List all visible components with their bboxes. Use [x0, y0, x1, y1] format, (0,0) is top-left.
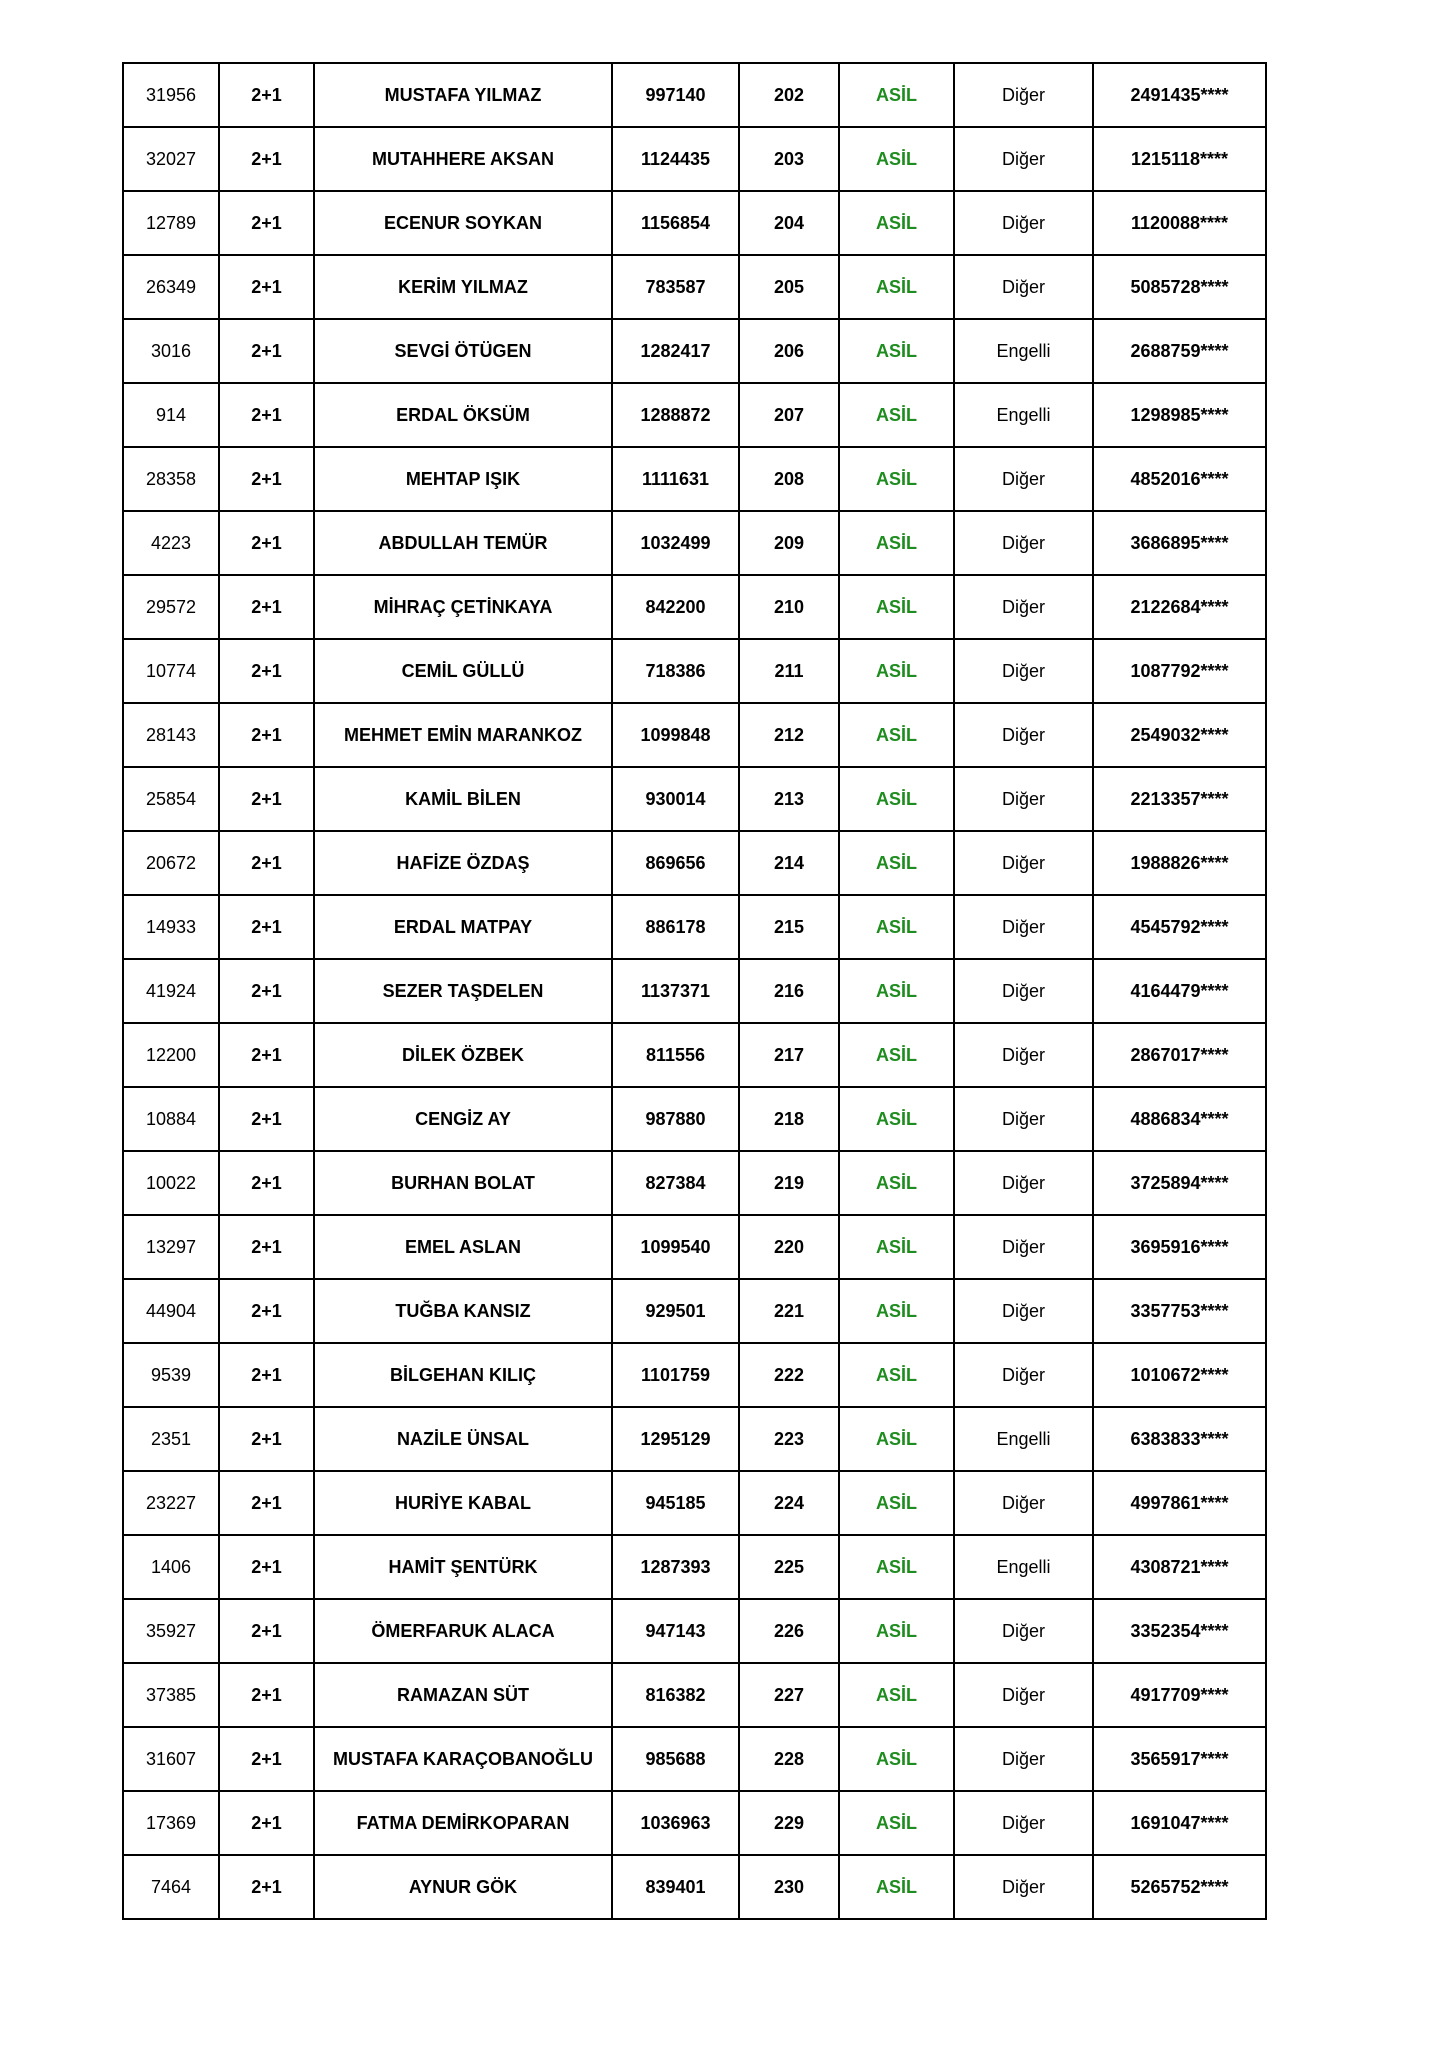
status-cell: ASİL [839, 1407, 954, 1471]
status-cell: ASİL [839, 1727, 954, 1791]
id-number-cell: 6383833**** [1093, 1407, 1266, 1471]
rank-cell: 204 [739, 191, 839, 255]
application-number-cell: 869656 [612, 831, 739, 895]
category-cell: Diğer [954, 959, 1093, 1023]
name-cell: ABDULLAH TEMÜR [314, 511, 612, 575]
name-cell: ÖMERFARUK ALACA [314, 1599, 612, 1663]
id-number-cell: 4308721**** [1093, 1535, 1266, 1599]
category-cell: Diğer [954, 1791, 1093, 1855]
house-type-cell: 2+1 [219, 511, 314, 575]
category-cell: Diğer [954, 767, 1093, 831]
name-cell: HURİYE KABAL [314, 1471, 612, 1535]
table-row [123, 959, 1266, 1023]
house-type-cell: 2+1 [219, 1599, 314, 1663]
results-table [122, 62, 1267, 1920]
category-cell: Diğer [954, 1855, 1093, 1919]
name-cell: RAMAZAN SÜT [314, 1663, 612, 1727]
row-number-cell: 26349 [123, 255, 219, 319]
table-row [123, 1855, 1266, 1919]
table-row [123, 1663, 1266, 1727]
category-cell: Diğer [954, 127, 1093, 191]
table-row [123, 1471, 1266, 1535]
status-cell: ASİL [839, 575, 954, 639]
rank-cell: 203 [739, 127, 839, 191]
status-cell: ASİL [839, 1471, 954, 1535]
table-row [123, 319, 1266, 383]
application-number-cell: 811556 [612, 1023, 739, 1087]
status-cell: ASİL [839, 1279, 954, 1343]
table-row [123, 1023, 1266, 1087]
rank-cell: 226 [739, 1599, 839, 1663]
name-cell: MEHTAP IŞIK [314, 447, 612, 511]
house-type-cell: 2+1 [219, 1279, 314, 1343]
application-number-cell: 839401 [612, 1855, 739, 1919]
table-row [123, 1215, 1266, 1279]
row-number-cell: 914 [123, 383, 219, 447]
id-number-cell: 2491435**** [1093, 63, 1266, 127]
house-type-cell: 2+1 [219, 63, 314, 127]
house-type-cell: 2+1 [219, 255, 314, 319]
name-cell: TUĞBA KANSIZ [314, 1279, 612, 1343]
application-number-cell: 1287393 [612, 1535, 739, 1599]
category-cell: Diğer [954, 1663, 1093, 1727]
category-cell: Diğer [954, 1087, 1093, 1151]
house-type-cell: 2+1 [219, 447, 314, 511]
house-type-cell: 2+1 [219, 191, 314, 255]
id-number-cell: 4997861**** [1093, 1471, 1266, 1535]
table-row [123, 511, 1266, 575]
category-cell: Diğer [954, 1471, 1093, 1535]
id-number-cell: 1120088**** [1093, 191, 1266, 255]
rank-cell: 222 [739, 1343, 839, 1407]
id-number-cell: 1010672**** [1093, 1343, 1266, 1407]
id-number-cell: 3725894**** [1093, 1151, 1266, 1215]
house-type-cell: 2+1 [219, 1023, 314, 1087]
application-number-cell: 886178 [612, 895, 739, 959]
row-number-cell: 14933 [123, 895, 219, 959]
status-cell: ASİL [839, 447, 954, 511]
category-cell: Engelli [954, 319, 1093, 383]
row-number-cell: 17369 [123, 1791, 219, 1855]
category-cell: Engelli [954, 383, 1093, 447]
name-cell: NAZİLE ÜNSAL [314, 1407, 612, 1471]
application-number-cell: 1032499 [612, 511, 739, 575]
table-body [123, 63, 1266, 1919]
application-number-cell: 1099540 [612, 1215, 739, 1279]
table-row [123, 191, 1266, 255]
application-number-cell: 1124435 [612, 127, 739, 191]
status-cell: ASİL [839, 1087, 954, 1151]
id-number-cell: 1087792**** [1093, 639, 1266, 703]
category-cell: Diğer [954, 831, 1093, 895]
status-cell: ASİL [839, 1215, 954, 1279]
name-cell: KAMİL BİLEN [314, 767, 612, 831]
application-number-cell: 1156854 [612, 191, 739, 255]
house-type-cell: 2+1 [219, 895, 314, 959]
table-row [123, 575, 1266, 639]
rank-cell: 219 [739, 1151, 839, 1215]
row-number-cell: 10774 [123, 639, 219, 703]
row-number-cell: 35927 [123, 1599, 219, 1663]
application-number-cell: 783587 [612, 255, 739, 319]
id-number-cell: 3695916**** [1093, 1215, 1266, 1279]
row-number-cell: 31956 [123, 63, 219, 127]
status-cell: ASİL [839, 511, 954, 575]
table-row [123, 1407, 1266, 1471]
category-cell: Diğer [954, 191, 1093, 255]
name-cell: CEMİL GÜLLÜ [314, 639, 612, 703]
category-cell: Engelli [954, 1407, 1093, 1471]
row-number-cell: 29572 [123, 575, 219, 639]
category-cell: Diğer [954, 1279, 1093, 1343]
name-cell: ERDAL MATPAY [314, 895, 612, 959]
id-number-cell: 2688759**** [1093, 319, 1266, 383]
status-cell: ASİL [839, 383, 954, 447]
house-type-cell: 2+1 [219, 767, 314, 831]
application-number-cell: 1036963 [612, 1791, 739, 1855]
status-cell: ASİL [839, 639, 954, 703]
name-cell: ERDAL ÖKSÜM [314, 383, 612, 447]
table-row [123, 1535, 1266, 1599]
status-cell: ASİL [839, 895, 954, 959]
row-number-cell: 2351 [123, 1407, 219, 1471]
name-cell: SEVGİ ÖTÜGEN [314, 319, 612, 383]
name-cell: MİHRAÇ ÇETİNKAYA [314, 575, 612, 639]
house-type-cell: 2+1 [219, 959, 314, 1023]
application-number-cell: 997140 [612, 63, 739, 127]
id-number-cell: 5265752**** [1093, 1855, 1266, 1919]
application-number-cell: 827384 [612, 1151, 739, 1215]
rank-cell: 211 [739, 639, 839, 703]
id-number-cell: 3357753**** [1093, 1279, 1266, 1343]
name-cell: SEZER TAŞDELEN [314, 959, 612, 1023]
house-type-cell: 2+1 [219, 703, 314, 767]
row-number-cell: 31607 [123, 1727, 219, 1791]
house-type-cell: 2+1 [219, 1087, 314, 1151]
table-row [123, 1151, 1266, 1215]
table-row [123, 1727, 1266, 1791]
rank-cell: 209 [739, 511, 839, 575]
status-cell: ASİL [839, 703, 954, 767]
status-cell: ASİL [839, 1855, 954, 1919]
status-cell: ASİL [839, 1343, 954, 1407]
rank-cell: 208 [739, 447, 839, 511]
id-number-cell: 5085728**** [1093, 255, 1266, 319]
application-number-cell: 1101759 [612, 1343, 739, 1407]
house-type-cell: 2+1 [219, 1343, 314, 1407]
category-cell: Diğer [954, 1215, 1093, 1279]
application-number-cell: 930014 [612, 767, 739, 831]
status-cell: ASİL [839, 127, 954, 191]
table-row [123, 703, 1266, 767]
rank-cell: 205 [739, 255, 839, 319]
category-cell: Diğer [954, 63, 1093, 127]
table-row [123, 1087, 1266, 1151]
table-row [123, 831, 1266, 895]
category-cell: Engelli [954, 1535, 1093, 1599]
table-row [123, 1343, 1266, 1407]
house-type-cell: 2+1 [219, 1535, 314, 1599]
status-cell: ASİL [839, 191, 954, 255]
application-number-cell: 985688 [612, 1727, 739, 1791]
id-number-cell: 2867017**** [1093, 1023, 1266, 1087]
application-number-cell: 816382 [612, 1663, 739, 1727]
rank-cell: 212 [739, 703, 839, 767]
category-cell: Diğer [954, 1727, 1093, 1791]
status-cell: ASİL [839, 319, 954, 383]
table-row [123, 63, 1266, 127]
rank-cell: 206 [739, 319, 839, 383]
name-cell: HAFİZE ÖZDAŞ [314, 831, 612, 895]
status-cell: ASİL [839, 959, 954, 1023]
category-cell: Diğer [954, 1023, 1093, 1087]
name-cell: BİLGEHAN KILIÇ [314, 1343, 612, 1407]
name-cell: ECENUR SOYKAN [314, 191, 612, 255]
application-number-cell: 947143 [612, 1599, 739, 1663]
rank-cell: 213 [739, 767, 839, 831]
application-number-cell: 1288872 [612, 383, 739, 447]
rank-cell: 225 [739, 1535, 839, 1599]
id-number-cell: 3352354**** [1093, 1599, 1266, 1663]
row-number-cell: 1406 [123, 1535, 219, 1599]
status-cell: ASİL [839, 255, 954, 319]
application-number-cell: 718386 [612, 639, 739, 703]
id-number-cell: 3686895**** [1093, 511, 1266, 575]
name-cell: HAMİT ŞENTÜRK [314, 1535, 612, 1599]
id-number-cell: 4545792**** [1093, 895, 1266, 959]
row-number-cell: 9539 [123, 1343, 219, 1407]
rank-cell: 224 [739, 1471, 839, 1535]
application-number-cell: 842200 [612, 575, 739, 639]
name-cell: CENGİZ AY [314, 1087, 612, 1151]
id-number-cell: 3565917**** [1093, 1727, 1266, 1791]
house-type-cell: 2+1 [219, 1407, 314, 1471]
id-number-cell: 2549032**** [1093, 703, 1266, 767]
name-cell: AYNUR GÖK [314, 1855, 612, 1919]
id-number-cell: 4917709**** [1093, 1663, 1266, 1727]
id-number-cell: 1988826**** [1093, 831, 1266, 895]
row-number-cell: 28358 [123, 447, 219, 511]
name-cell: MUTAHHERE AKSAN [314, 127, 612, 191]
table-row [123, 255, 1266, 319]
application-number-cell: 1111631 [612, 447, 739, 511]
application-number-cell: 929501 [612, 1279, 739, 1343]
category-cell: Diğer [954, 895, 1093, 959]
table-row [123, 1791, 1266, 1855]
rank-cell: 227 [739, 1663, 839, 1727]
row-number-cell: 12200 [123, 1023, 219, 1087]
table-row [123, 383, 1266, 447]
row-number-cell: 7464 [123, 1855, 219, 1919]
status-cell: ASİL [839, 1151, 954, 1215]
application-number-cell: 1282417 [612, 319, 739, 383]
name-cell: MEHMET EMİN MARANKOZ [314, 703, 612, 767]
house-type-cell: 2+1 [219, 1663, 314, 1727]
house-type-cell: 2+1 [219, 1791, 314, 1855]
id-number-cell: 4164479**** [1093, 959, 1266, 1023]
id-number-cell: 1298985**** [1093, 383, 1266, 447]
name-cell: EMEL ASLAN [314, 1215, 612, 1279]
rank-cell: 229 [739, 1791, 839, 1855]
table-row [123, 127, 1266, 191]
status-cell: ASİL [839, 831, 954, 895]
house-type-cell: 2+1 [219, 319, 314, 383]
id-number-cell: 4886834**** [1093, 1087, 1266, 1151]
category-cell: Diğer [954, 1343, 1093, 1407]
name-cell: MUSTAFA YILMAZ [314, 63, 612, 127]
rank-cell: 230 [739, 1855, 839, 1919]
row-number-cell: 3016 [123, 319, 219, 383]
status-cell: ASİL [839, 1023, 954, 1087]
row-number-cell: 4223 [123, 511, 219, 575]
table-row [123, 639, 1266, 703]
house-type-cell: 2+1 [219, 1151, 314, 1215]
row-number-cell: 32027 [123, 127, 219, 191]
row-number-cell: 28143 [123, 703, 219, 767]
row-number-cell: 10884 [123, 1087, 219, 1151]
row-number-cell: 12789 [123, 191, 219, 255]
category-cell: Diğer [954, 447, 1093, 511]
house-type-cell: 2+1 [219, 831, 314, 895]
rank-cell: 210 [739, 575, 839, 639]
row-number-cell: 23227 [123, 1471, 219, 1535]
rank-cell: 216 [739, 959, 839, 1023]
status-cell: ASİL [839, 1791, 954, 1855]
rank-cell: 217 [739, 1023, 839, 1087]
rank-cell: 218 [739, 1087, 839, 1151]
rank-cell: 207 [739, 383, 839, 447]
application-number-cell: 1099848 [612, 703, 739, 767]
row-number-cell: 44904 [123, 1279, 219, 1343]
application-number-cell: 1295129 [612, 1407, 739, 1471]
house-type-cell: 2+1 [219, 639, 314, 703]
rank-cell: 215 [739, 895, 839, 959]
house-type-cell: 2+1 [219, 1215, 314, 1279]
rank-cell: 214 [739, 831, 839, 895]
id-number-cell: 2213357**** [1093, 767, 1266, 831]
rank-cell: 221 [739, 1279, 839, 1343]
name-cell: KERİM YILMAZ [314, 255, 612, 319]
id-number-cell: 1691047**** [1093, 1791, 1266, 1855]
house-type-cell: 2+1 [219, 1855, 314, 1919]
status-cell: ASİL [839, 1599, 954, 1663]
status-cell: ASİL [839, 1535, 954, 1599]
status-cell: ASİL [839, 1663, 954, 1727]
category-cell: Diğer [954, 575, 1093, 639]
id-number-cell: 4852016**** [1093, 447, 1266, 511]
row-number-cell: 41924 [123, 959, 219, 1023]
row-number-cell: 25854 [123, 767, 219, 831]
house-type-cell: 2+1 [219, 575, 314, 639]
rank-cell: 228 [739, 1727, 839, 1791]
name-cell: FATMA DEMİRKOPARAN [314, 1791, 612, 1855]
status-cell: ASİL [839, 767, 954, 831]
table-row [123, 447, 1266, 511]
name-cell: MUSTAFA KARAÇOBANOĞLU [314, 1727, 612, 1791]
row-number-cell: 37385 [123, 1663, 219, 1727]
status-cell: ASİL [839, 63, 954, 127]
application-number-cell: 1137371 [612, 959, 739, 1023]
table-row [123, 1599, 1266, 1663]
rank-cell: 220 [739, 1215, 839, 1279]
rank-cell: 202 [739, 63, 839, 127]
application-number-cell: 987880 [612, 1087, 739, 1151]
row-number-cell: 20672 [123, 831, 219, 895]
row-number-cell: 10022 [123, 1151, 219, 1215]
category-cell: Diğer [954, 703, 1093, 767]
row-number-cell: 13297 [123, 1215, 219, 1279]
name-cell: BURHAN BOLAT [314, 1151, 612, 1215]
category-cell: Diğer [954, 1599, 1093, 1663]
house-type-cell: 2+1 [219, 1727, 314, 1791]
id-number-cell: 2122684**** [1093, 575, 1266, 639]
category-cell: Diğer [954, 255, 1093, 319]
category-cell: Diğer [954, 1151, 1093, 1215]
category-cell: Diğer [954, 511, 1093, 575]
category-cell: Diğer [954, 639, 1093, 703]
name-cell: DİLEK ÖZBEK [314, 1023, 612, 1087]
id-number-cell: 1215118**** [1093, 127, 1266, 191]
table-row [123, 767, 1266, 831]
rank-cell: 223 [739, 1407, 839, 1471]
table-row [123, 1279, 1266, 1343]
application-number-cell: 945185 [612, 1471, 739, 1535]
house-type-cell: 2+1 [219, 383, 314, 447]
house-type-cell: 2+1 [219, 1471, 314, 1535]
house-type-cell: 2+1 [219, 127, 314, 191]
table-row [123, 895, 1266, 959]
